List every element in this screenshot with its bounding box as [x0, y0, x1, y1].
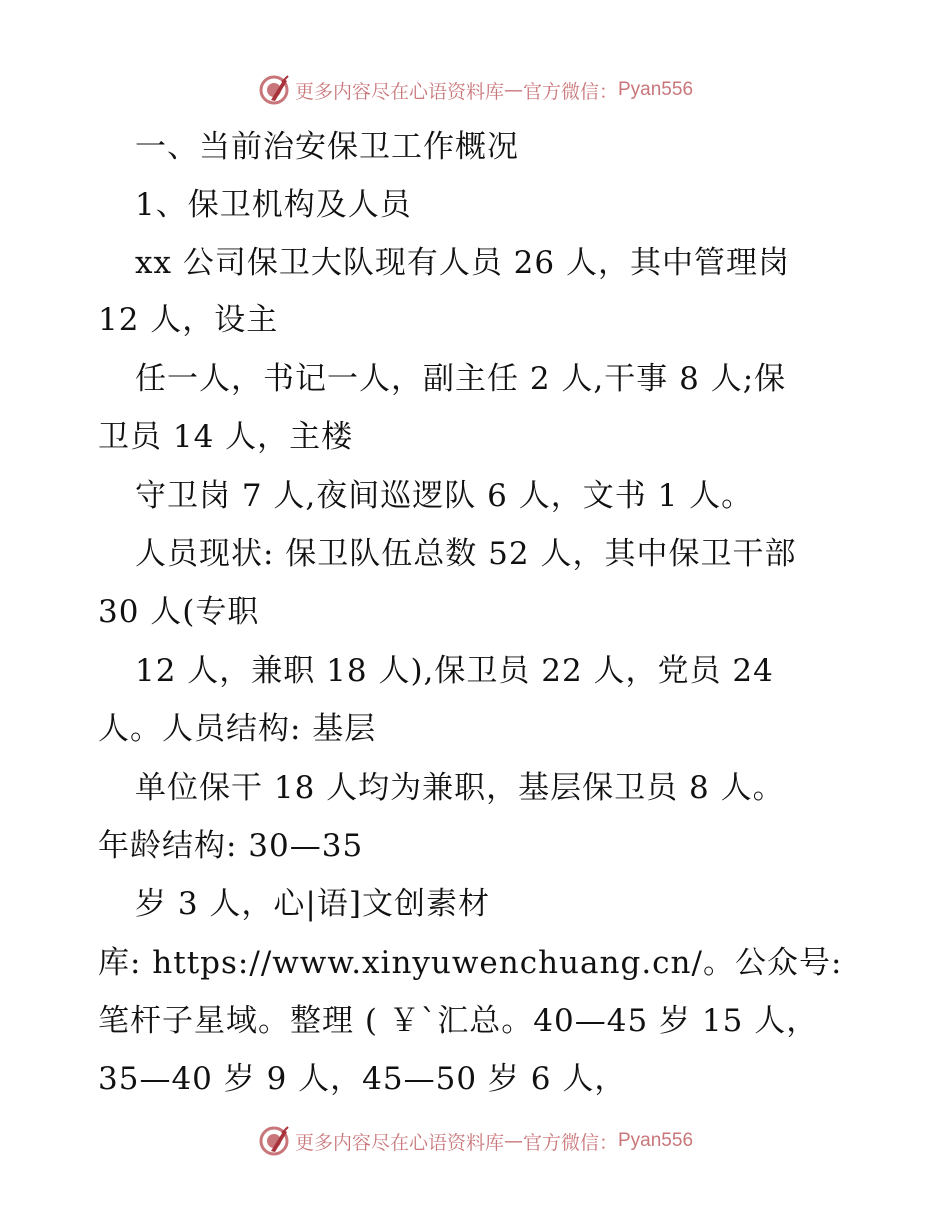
section-heading: 一、当前治安保卫工作概况 [135, 129, 519, 165]
footer-watermark-banner [0, 1121, 950, 1161]
body-line: 岁 3 人，心|语]文创素材 [135, 886, 490, 922]
watermark-slogan: 更多内容尽在心语资料库 [294, 1131, 504, 1154]
watermark-wechat-label: 官方微信： [522, 1131, 618, 1154]
watermark-dash: — [503, 1130, 523, 1152]
header-watermark-banner [0, 70, 950, 110]
body-line: 35—40 岁 9 人，45—50 岁 6 人， [98, 1061, 627, 1097]
watermark-wechat-label: 官方微信： [522, 80, 618, 103]
body-line: xx 公司保卫大队现有人员 26 人，其中管理岗 [135, 245, 790, 281]
watermark-wechat-id: Pyan556 [618, 79, 694, 100]
watermark-dash: — [503, 79, 523, 101]
body-line: 任一人，书记一人，副主任 2 人,干事 8 人;保 [135, 361, 787, 397]
body-line: 12 人，兼职 18 人),保卫员 22 人，党员 24 [135, 653, 774, 689]
body-line: 人员现状: 保卫队伍总数 52 人，其中保卫干部 [135, 536, 797, 572]
body-line: 单位保干 18 人均为兼职，基层保卫员 8 人。 [135, 770, 785, 806]
body-line: 卫员 14 人，主楼 [98, 419, 354, 455]
quill-logo-icon [257, 73, 291, 107]
watermark-slogan: 更多内容尽在心语资料库 [294, 80, 504, 103]
body-line: 笔杆子星域。整理 ( ￥`汇总。40—45 岁 15 人， [98, 1003, 819, 1039]
body-line: 库: https://www.xinyuwenchuang.cn/。公众号: [98, 945, 843, 981]
body-line: 12 人，设主 [98, 302, 279, 338]
quill-logo-icon [257, 1124, 291, 1158]
body-line: 30 人(专职 [98, 594, 260, 630]
watermark-wechat-id: Pyan556 [618, 1130, 694, 1151]
body-line: 人。人员结构: 基层 [98, 711, 377, 747]
body-line: 年龄结构: 30—35 [98, 828, 364, 864]
body-line: 守卫岗 7 人,夜间巡逻队 6 人，文书 1 人。 [135, 478, 754, 514]
subsection-heading: 1、保卫机构及人员 [135, 187, 412, 223]
